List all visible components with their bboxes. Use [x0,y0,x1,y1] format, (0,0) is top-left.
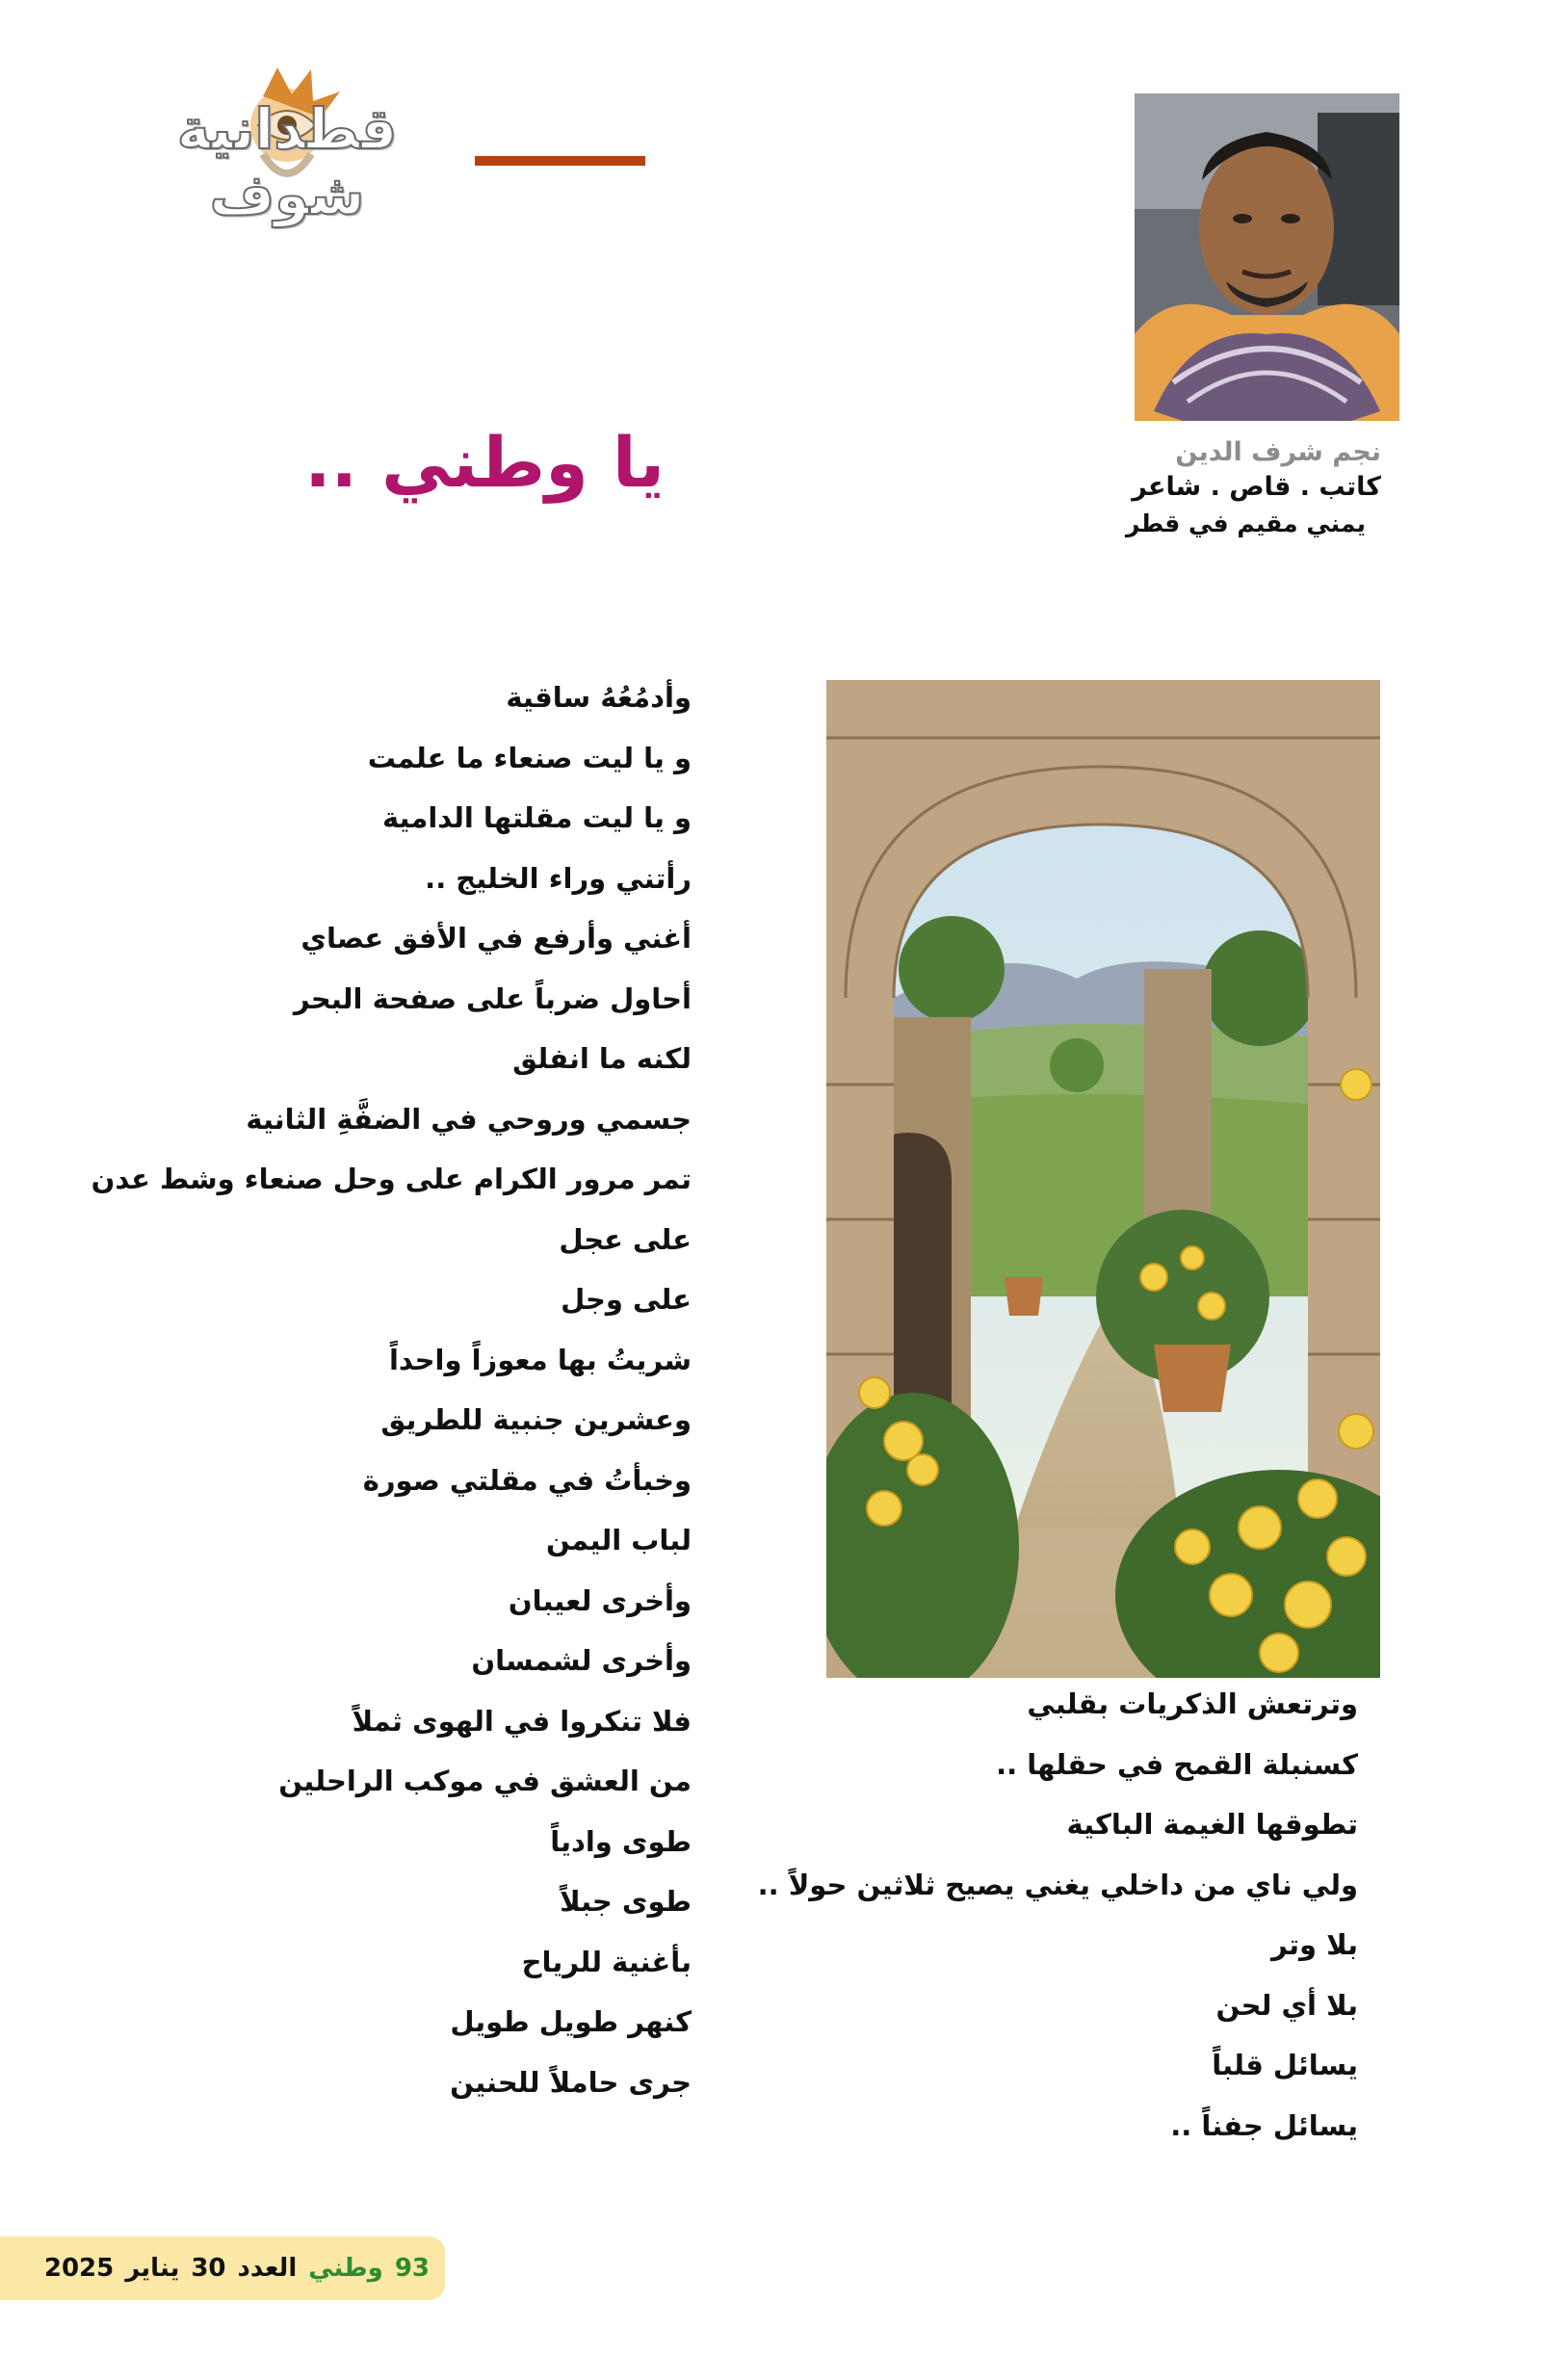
magazine-logo [94,58,653,227]
issue-month: يناير [125,2254,180,2283]
logo-text: قطدانية شوف [176,96,398,227]
poem-line: جرى حاملاً للحنين [450,2065,692,2099]
poem-line: على عجل [559,1222,692,1256]
poem-line: يسائل جفناً .. [1170,2108,1358,2142]
author-role: كاتب . قاص . شاعر [1132,472,1381,502]
poem-line: وأخرى لشمسان [471,1644,692,1677]
poem-line: أغني وأرفع في الأفق عصاي [300,922,692,955]
issue-year: 2025 [43,2254,115,2283]
poem-line: وأدمُعُهُ ساقية [506,681,692,714]
logo-underline [475,156,645,166]
poem-line: بأغنية للرياح [521,1945,692,1978]
issue-number: 30 [191,2254,226,2283]
poem-line: بلا أي لحن [1215,1988,1358,2022]
poem-line: من العشق في موكب الراحلين [278,1765,692,1797]
author-location: يمني مقيم في قطر [1126,510,1366,537]
poem-line: يسائل قلباً [1212,2049,1358,2081]
poem-line: و يا ليت مقلتها الدامية [381,801,692,834]
poem-line: ولي ناي من داخلي يغني يصيح ثلاثين حولاً .. [757,1868,1358,1901]
page-number: 93 [394,2254,430,2283]
arch-garden-painting [826,680,1380,1678]
poem-line: جسمي وروحي في الضفَّةِ الثانية [246,1102,692,1136]
poem-line: طوى وادياً [550,1824,692,1858]
author-info [1092,435,1381,543]
magazine-name: وطني [308,2254,383,2283]
poem-line: فلا تنكروا في الهوى ثملاً [352,1704,692,1738]
poem-line: وعشرين جنبية للطريق [380,1403,692,1436]
poem-line: لباب اليمن [545,1524,692,1556]
poem-line: بلا وتر [1271,1928,1358,1961]
poem-line: تمر مرور الكرام على وحل صنعاء وشط عدن [91,1163,692,1195]
author-photo [1135,93,1399,421]
poem-line: أحاول ضرباً على صفحة البحر [293,981,692,1015]
poem-line: كسنبلة القمح في حقلها .. [996,1747,1358,1781]
poem-title: يا وطني .. [304,422,665,503]
poem-line: لكنه ما انفلق [512,1042,692,1075]
poem-line: وأخرى لعيبان [508,1583,692,1617]
poem-line: كنهر طويل طويل [450,2005,692,2038]
poem-line: وخبأتُ في مقلتي صورة [362,1463,692,1497]
issue-label: العدد [237,2254,298,2283]
poem-right-column [758,1674,1358,2156]
poem-left-column [91,667,692,2112]
poem-line: على وجل [561,1283,692,1316]
poem-line: و يا ليت صنعاء ما علمت [367,741,692,774]
poem-line: طوى جبلاً [560,1885,692,1918]
poem-line: شريتُ بها معوزاً واحداً [388,1343,692,1376]
author-name: نجم شرف الدين [1175,437,1381,467]
page-footer [0,2236,445,2300]
poem-line: رأتني وراء الخليج .. [425,861,692,895]
poem-line: تطوقها الغيمة الباكية [1066,1808,1358,1841]
poem-line: وترتعش الذكريات بقلبي [1027,1687,1358,1720]
